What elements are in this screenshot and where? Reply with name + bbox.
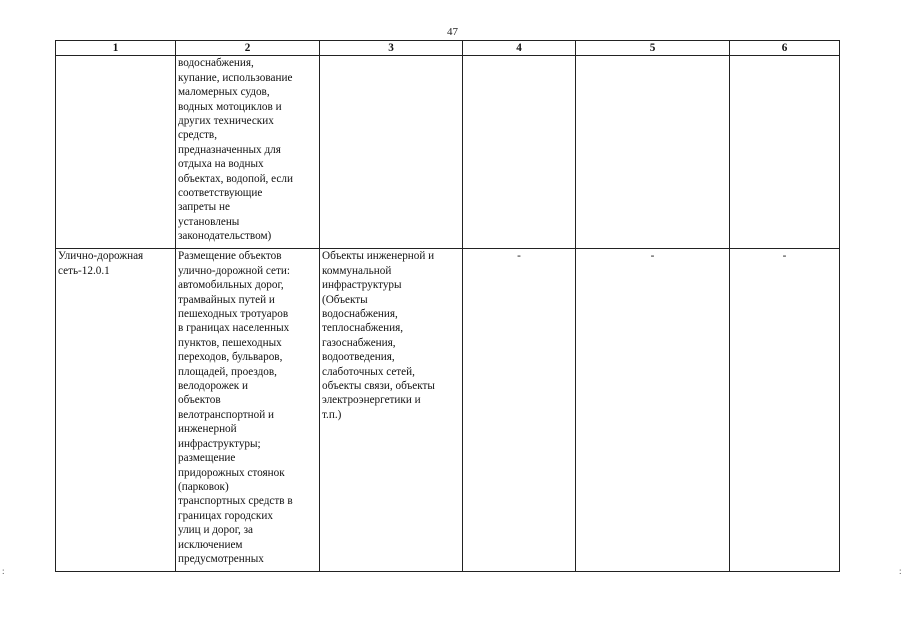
row-name-cell <box>56 56 176 249</box>
cell-text-line: автомобильных дорог, <box>178 279 284 292</box>
cell-text-line: водоснабжения, <box>178 57 254 70</box>
table-row <box>56 56 840 249</box>
column-header-6: 6 <box>730 41 840 56</box>
row-objects-cell <box>320 249 463 572</box>
cell-text-line: велотранспортной и <box>178 408 275 421</box>
cell-text-line: т.п.) <box>322 408 342 421</box>
row-col4-cell <box>463 56 576 249</box>
cell-text-line: инфраструктуры <box>322 279 402 292</box>
cell-text-line: соответствующие <box>178 187 263 200</box>
cell-text-line: улично-дорожной сети: <box>178 264 290 277</box>
cell-text-line: Размещение объектов <box>178 250 282 263</box>
row-col4-cell: - <box>463 249 576 572</box>
cell-text-line: (Объекты <box>322 293 368 306</box>
cell-text-line: законодательством) <box>178 230 272 243</box>
cell-text-line: объектах, водопой, если <box>178 172 293 185</box>
row-col6-cell <box>730 56 840 249</box>
column-header-4: 4 <box>463 41 576 56</box>
cell-text-line: размещение <box>178 452 236 465</box>
cell-text-line: велодорожек и <box>178 380 248 393</box>
cell-text-line: маломерных судов, <box>178 86 270 99</box>
column-header-3: 3 <box>320 41 463 56</box>
cell-text-line: купание, использование <box>178 71 293 84</box>
table-header-row <box>56 41 840 56</box>
table-row <box>56 249 840 572</box>
right-edge-mark: : <box>899 566 902 576</box>
document-table <box>55 40 840 572</box>
cell-text-line: исключением <box>178 538 243 551</box>
cell-text-line: электроэнергетики и <box>322 394 421 407</box>
row-objects-cell <box>320 56 463 249</box>
column-header-1: 1 <box>56 41 176 56</box>
cell-text-line: объекты связи, объекты <box>322 380 435 393</box>
page-number: 47 <box>447 26 458 38</box>
cell-text-line: инфраструктуры; <box>178 437 261 450</box>
row-description-cell <box>176 249 320 572</box>
row-name-cell <box>56 249 176 572</box>
cell-text-line: запреты не <box>178 201 230 214</box>
cell-text-line: в границах населенных <box>178 322 290 335</box>
column-header-2: 2 <box>176 41 320 56</box>
cell-text-line: трамвайных путей и <box>178 293 275 306</box>
cell-text-line: объектов <box>178 394 221 407</box>
cell-text-line: теплоснабжения, <box>322 322 404 335</box>
cell-text-line: отдыха на водных <box>178 158 264 171</box>
cell-text-line: площадей, проездов, <box>178 365 277 378</box>
cell-text-line: средств, <box>178 129 218 142</box>
cell-text-line: Улично-дорожная <box>58 250 144 263</box>
row-col6-cell: - <box>730 249 840 572</box>
cell-text-line: сеть-12.0.1 <box>58 264 110 277</box>
cell-text-line: коммунальной <box>322 264 392 277</box>
column-header-5: 5 <box>576 41 730 56</box>
cell-text-line: придорожных стоянок <box>178 466 285 479</box>
cell-text-line: переходов, бульваров, <box>178 351 283 364</box>
row-description-cell <box>176 56 320 249</box>
cell-text-line: других технических <box>178 115 274 128</box>
row-col5-cell <box>576 56 730 249</box>
cell-text-line: водоотведения, <box>322 351 395 364</box>
cell-text-line: слаботочных сетей, <box>322 365 415 378</box>
cell-text-line: улиц и дорог, за <box>178 524 254 537</box>
cell-text-line: газоснабжения, <box>322 336 396 349</box>
cell-text-line: транспортных средств в <box>178 495 293 508</box>
cell-text-line: водных мотоциклов и <box>178 100 282 113</box>
cell-text-line: Объекты инженерной и <box>322 250 435 263</box>
cell-text-line: пешеходных тротуаров <box>178 308 289 321</box>
cell-text-line: предназначенных для <box>178 143 281 156</box>
cell-text-line: установлены <box>178 215 240 228</box>
cell-text-line: границах городских <box>178 509 273 522</box>
left-edge-mark: : <box>2 566 5 576</box>
cell-text-line: предусмотренных <box>178 552 264 565</box>
cell-text-line: пунктов, пешеходных <box>178 336 282 349</box>
row-col5-cell: - <box>576 249 730 572</box>
cell-text-line: водоснабжения, <box>322 308 398 321</box>
cell-text-line: (парковок) <box>178 480 229 493</box>
cell-text-line: инженерной <box>178 423 237 436</box>
